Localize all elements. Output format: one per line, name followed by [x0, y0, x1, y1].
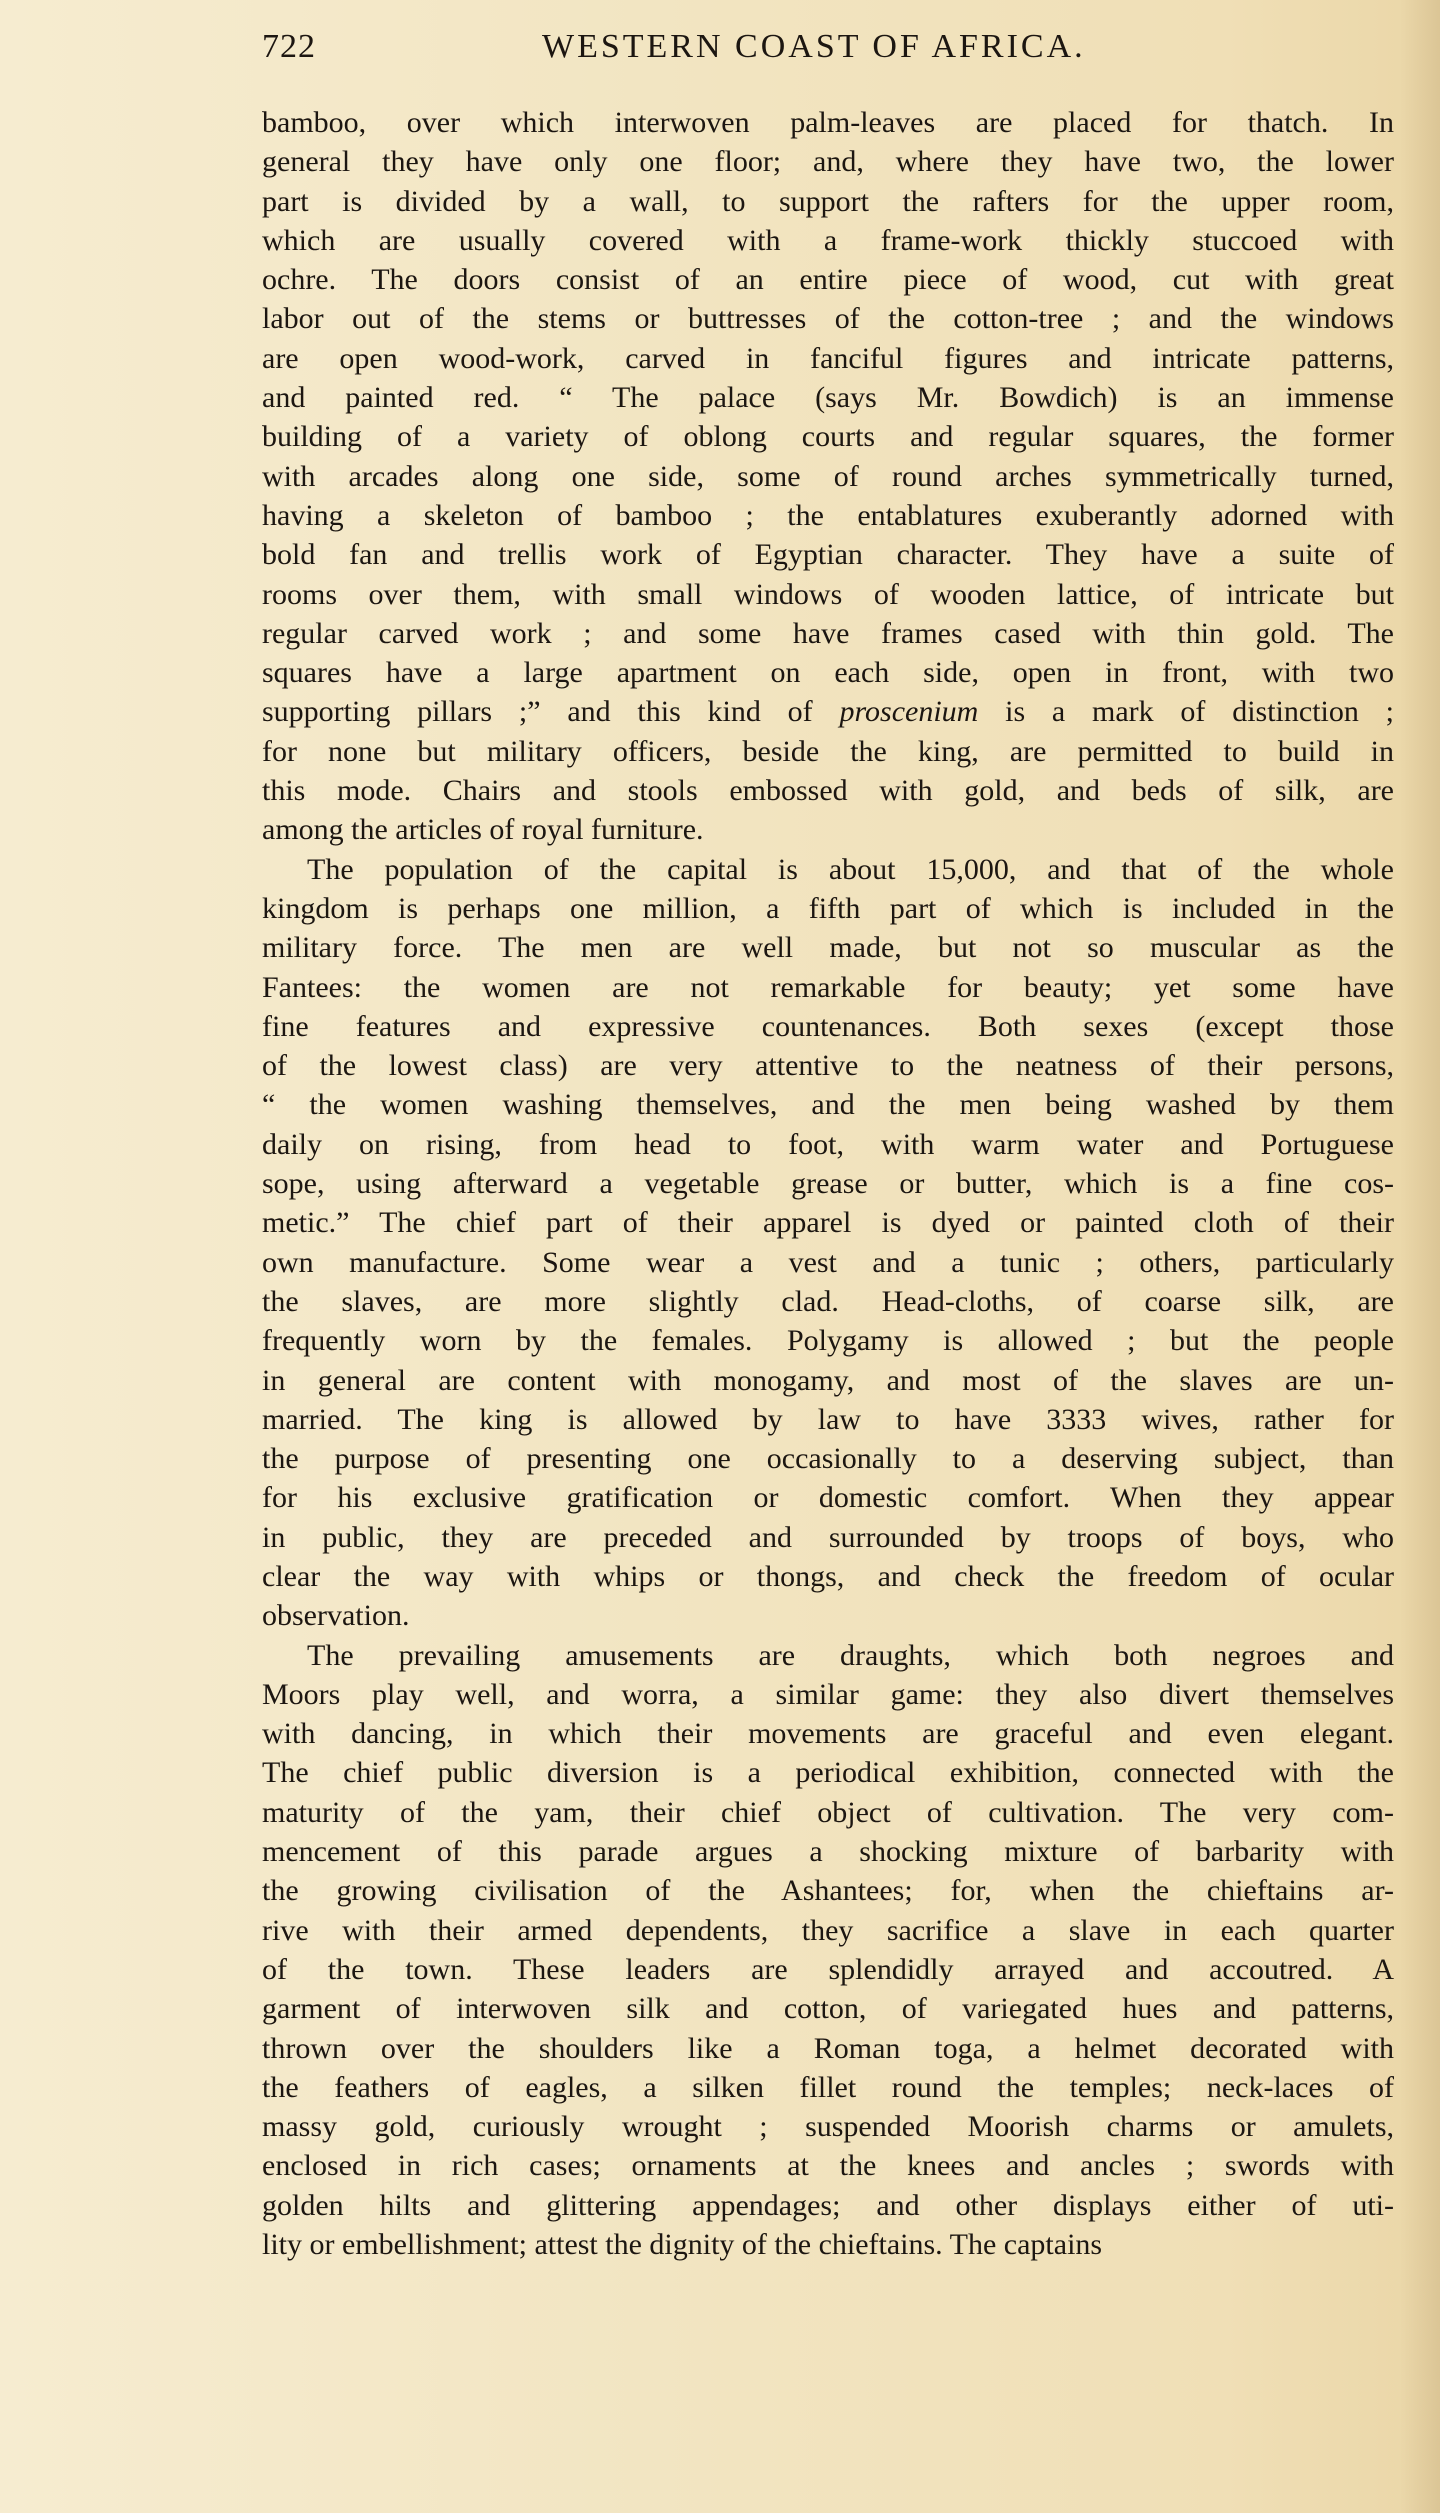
text-line: with arcades along one side, some of round arches symmetrically turned, — [262, 459, 1394, 493]
text-line: lity or embellishment; attest the dignity of the chieftains. The captains — [262, 2228, 1103, 2262]
text-line: labor out of the stems or buttresses of the cotton-tree ; and the windows — [262, 302, 1394, 336]
text-line: of the lowest class) are very attentive to the neatness of their persons, — [262, 1049, 1394, 1083]
text-line: in general are content with monogamy, and most of the slaves are un- — [262, 1363, 1394, 1397]
text-line: this mode. Chairs and stools embossed with gold, and beds of silk, are — [262, 774, 1394, 808]
text-line: the slaves, are more slightly clad. Head-cloths, of coarse silk, are — [262, 1284, 1394, 1318]
text-line: The prevailing amusements are draughts, which both negroes and — [307, 1638, 1394, 1672]
text-line: own manufacture. Some wear a vest and a tunic ; others, particularly — [262, 1245, 1394, 1279]
paragraph — [262, 1636, 1394, 2265]
text-line: for his exclusive gratification or domestic comfort. When they appear — [262, 1481, 1394, 1515]
text-line: which are usually covered with a frame-work thickly stuccoed with — [262, 223, 1394, 257]
text-line: rooms over them, with small windows of wooden lattice, of intricate but — [262, 577, 1394, 611]
text-line: sope, using afterward a vegetable grease or butter, which is a fine cos- — [262, 1167, 1394, 1201]
paragraph — [262, 850, 1394, 1636]
text-line: metic.” The chief part of their apparel is dyed or painted cloth of their — [262, 1206, 1394, 1240]
text-line: and painted red. “ The palace (says Mr. Bowdich) is an immense — [262, 381, 1394, 415]
text-line: observation. — [262, 1599, 410, 1633]
text-line: The chief public diversion is a periodical exhibition, connected with the — [262, 1756, 1394, 1790]
text-line: golden hilts and glittering appendages; and other displays either of uti- — [262, 2188, 1394, 2222]
text-line: part is divided by a wall, to support the rafters for the upper room, — [262, 184, 1394, 218]
page-number: 722 — [262, 28, 316, 65]
text-line: mencement of this parade argues a shocking mixture of barbarity with — [262, 1835, 1394, 1869]
text-line: having a skeleton of bamboo ; the entablatures exuberantly adorned with — [262, 498, 1394, 532]
text-line: Fantees: the women are not remarkable for beauty; yet some have — [262, 970, 1394, 1004]
text-line: the purpose of presenting one occasionally to a deserving subject, than — [262, 1442, 1394, 1476]
text-line: clear the way with whips or thongs, and check the freedom of ocular — [262, 1559, 1394, 1593]
text-line: fine features and expressive countenances. Both sexes (except those — [262, 1009, 1394, 1043]
text-line: regular carved work ; and some have frames cased with thin gold. The — [262, 616, 1394, 650]
page-edge-shadow — [1400, 0, 1440, 2513]
text-line: squares have a large apartment on each side, open in front, with two — [262, 656, 1394, 690]
text-line: enclosed in rich cases; ornaments at the knees and ancles ; swords with — [262, 2149, 1394, 2183]
text-line: daily on rising, from head to foot, with warm water and Portuguese — [262, 1127, 1394, 1161]
running-head: WESTERN COAST OF AFRICA. — [542, 28, 1086, 65]
text-line: with dancing, in which their movements are graceful and even elegant. — [262, 1717, 1394, 1751]
page-header — [262, 28, 1394, 88]
body-text — [262, 103, 1394, 2264]
text-line: The population of the capital is about 15,000, and that of the whole — [307, 852, 1394, 886]
text-line: frequently worn by the females. Polygamy is allowed ; but the people — [262, 1324, 1394, 1358]
italic-term: proscenium — [839, 695, 979, 729]
text-line: building of a variety of oblong courts and regular squares, the former — [262, 420, 1394, 454]
paragraph — [262, 103, 1394, 850]
text-line: general they have only one floor; and, where they have two, the lower — [262, 145, 1394, 179]
text-line: the feathers of eagles, a silken fillet round the temples; neck-laces of — [262, 2070, 1394, 2104]
text-line: ochre. The doors consist of an entire piece of wood, cut with great — [262, 263, 1394, 297]
text-line: in public, they are preceded and surrounded by troops of boys, who — [262, 1520, 1394, 1554]
text-line: maturity of the yam, their chief object of cultivation. The very com- — [262, 1795, 1394, 1829]
text-line: garment of interwoven silk and cotton, of variegated hues and patterns, — [262, 1992, 1394, 2026]
text-line: military force. The men are well made, but not so muscular as the — [262, 931, 1394, 965]
text-line: thrown over the shoulders like a Roman toga, a helmet decorated with — [262, 2031, 1394, 2065]
text-line: for none but military officers, beside the king, are permitted to build in — [262, 734, 1394, 768]
text-line: bold fan and trellis work of Egyptian character. They have a suite of — [262, 538, 1394, 572]
text-line: kingdom is perhaps one million, a fifth part of which is included in the — [262, 891, 1394, 925]
text-line: massy gold, curiously wrought ; suspended Moorish charms or amulets, — [262, 2110, 1394, 2144]
text-line: married. The king is allowed by law to have 3333 wives, rather for — [262, 1402, 1394, 1436]
text-line: of the town. These leaders are splendidly arrayed and accoutred. A — [262, 1952, 1394, 1986]
text-line: are open wood-work, carved in fanciful figures and intricate patterns, — [262, 341, 1394, 375]
text-line: “ the women washing themselves, and the men being washed by them — [262, 1088, 1394, 1122]
text-line: the growing civilisation of the Ashantees; for, when the chieftains ar- — [262, 1874, 1394, 1908]
text-line: bamboo, over which interwoven palm-leaves are placed for thatch. In — [262, 106, 1394, 139]
text-line: among the articles of royal furniture. — [262, 813, 704, 847]
text-line: rive with their armed dependents, they sacrifice a slave in each quarter — [262, 1913, 1394, 1947]
text-line: Moors play well, and worra, a similar game: they also divert themselves — [262, 1677, 1394, 1711]
text-line: supporting pillars ;” and this kind of proscenium is a mark of distinction ; — [262, 695, 1394, 729]
